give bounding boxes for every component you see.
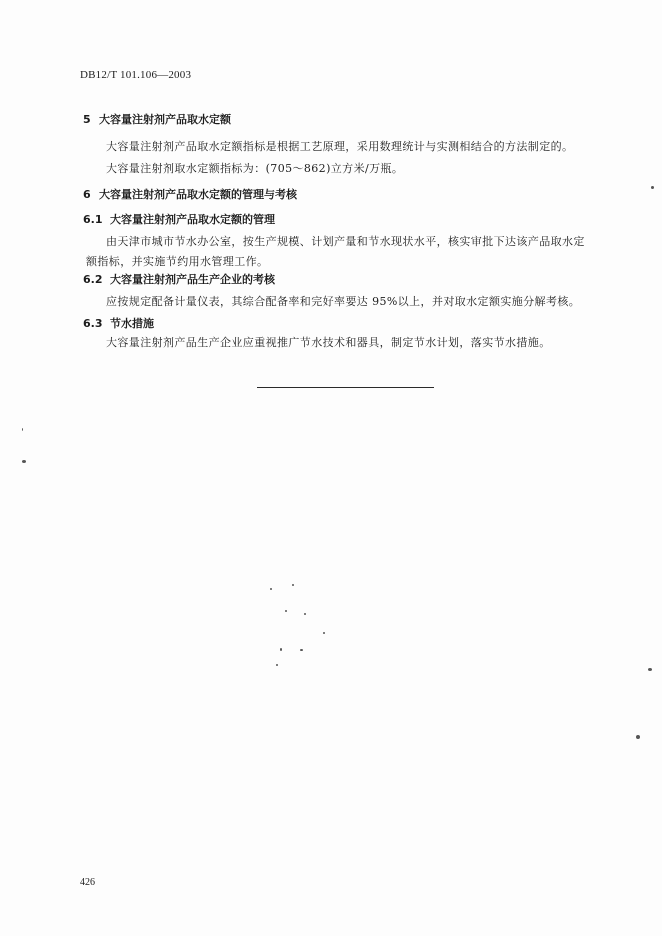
section-number: 6.3: [83, 317, 103, 330]
scan-speck: [22, 428, 23, 431]
section-number: 6.2: [83, 273, 103, 286]
section-6-3-paragraph: 大容量注射剂产品生产企业应重视推广节水技术和器具，制定节水计划，落实节水措施。: [106, 336, 551, 349]
scan-speck: [300, 649, 303, 651]
scan-speck: [22, 460, 26, 463]
document-code-header: DB12/T 101.106—2003: [80, 69, 192, 81]
section-5-paragraph-1: 大容量注射剂产品取水定额指标是根据工艺原理，采用数理统计与实测相结合的方法制定的。: [106, 140, 574, 153]
scan-speck: [280, 648, 282, 651]
section-6-2-heading: [83, 271, 275, 287]
scan-speck: [285, 610, 287, 612]
section-5-heading: [83, 111, 231, 127]
section-6-heading: [83, 186, 297, 202]
page-number: 426: [80, 877, 95, 888]
section-number: 5: [83, 113, 91, 126]
section-6-1-heading: [83, 211, 275, 227]
scan-speck: [270, 588, 272, 590]
section-title: 大容量注射剂产品取水定额: [99, 113, 231, 126]
scan-speck: [636, 735, 640, 739]
section-6-1-paragraph-line-2: 额指标，并实施节约用水管理工作。: [86, 255, 269, 268]
section-title: 大容量注射剂产品取水定额的管理与考核: [99, 188, 297, 201]
section-number: 6.1: [83, 213, 103, 226]
scan-speck: [651, 186, 654, 189]
section-6-2-paragraph: 应按规定配备计量仪表，其综合配备率和完好率要达 95%以上，并对取水定额实施分解考核。: [106, 295, 581, 308]
scan-speck: [304, 613, 306, 615]
scan-speck: [648, 668, 652, 671]
section-6-3-heading: [83, 315, 154, 331]
section-6-1-paragraph-line-1: 由天津市城市节水办公室，按生产规模、计划产量和节水现状水平，核实审批下达该产品取水定: [106, 235, 585, 248]
scan-speck: [323, 632, 325, 634]
section-number: 6: [83, 188, 91, 201]
section-title: 节水措施: [110, 317, 154, 330]
section-title: 大容量注射剂产品生产企业的考核: [110, 273, 275, 286]
end-of-text-rule: [257, 387, 434, 388]
scan-speck: [292, 584, 294, 586]
section-5-paragraph-2: 大容量注射剂取水定额指标为：(705～862)立方米/万瓶。: [106, 162, 404, 175]
scan-speck: [276, 664, 278, 666]
section-title: 大容量注射剂产品取水定额的管理: [110, 213, 275, 226]
